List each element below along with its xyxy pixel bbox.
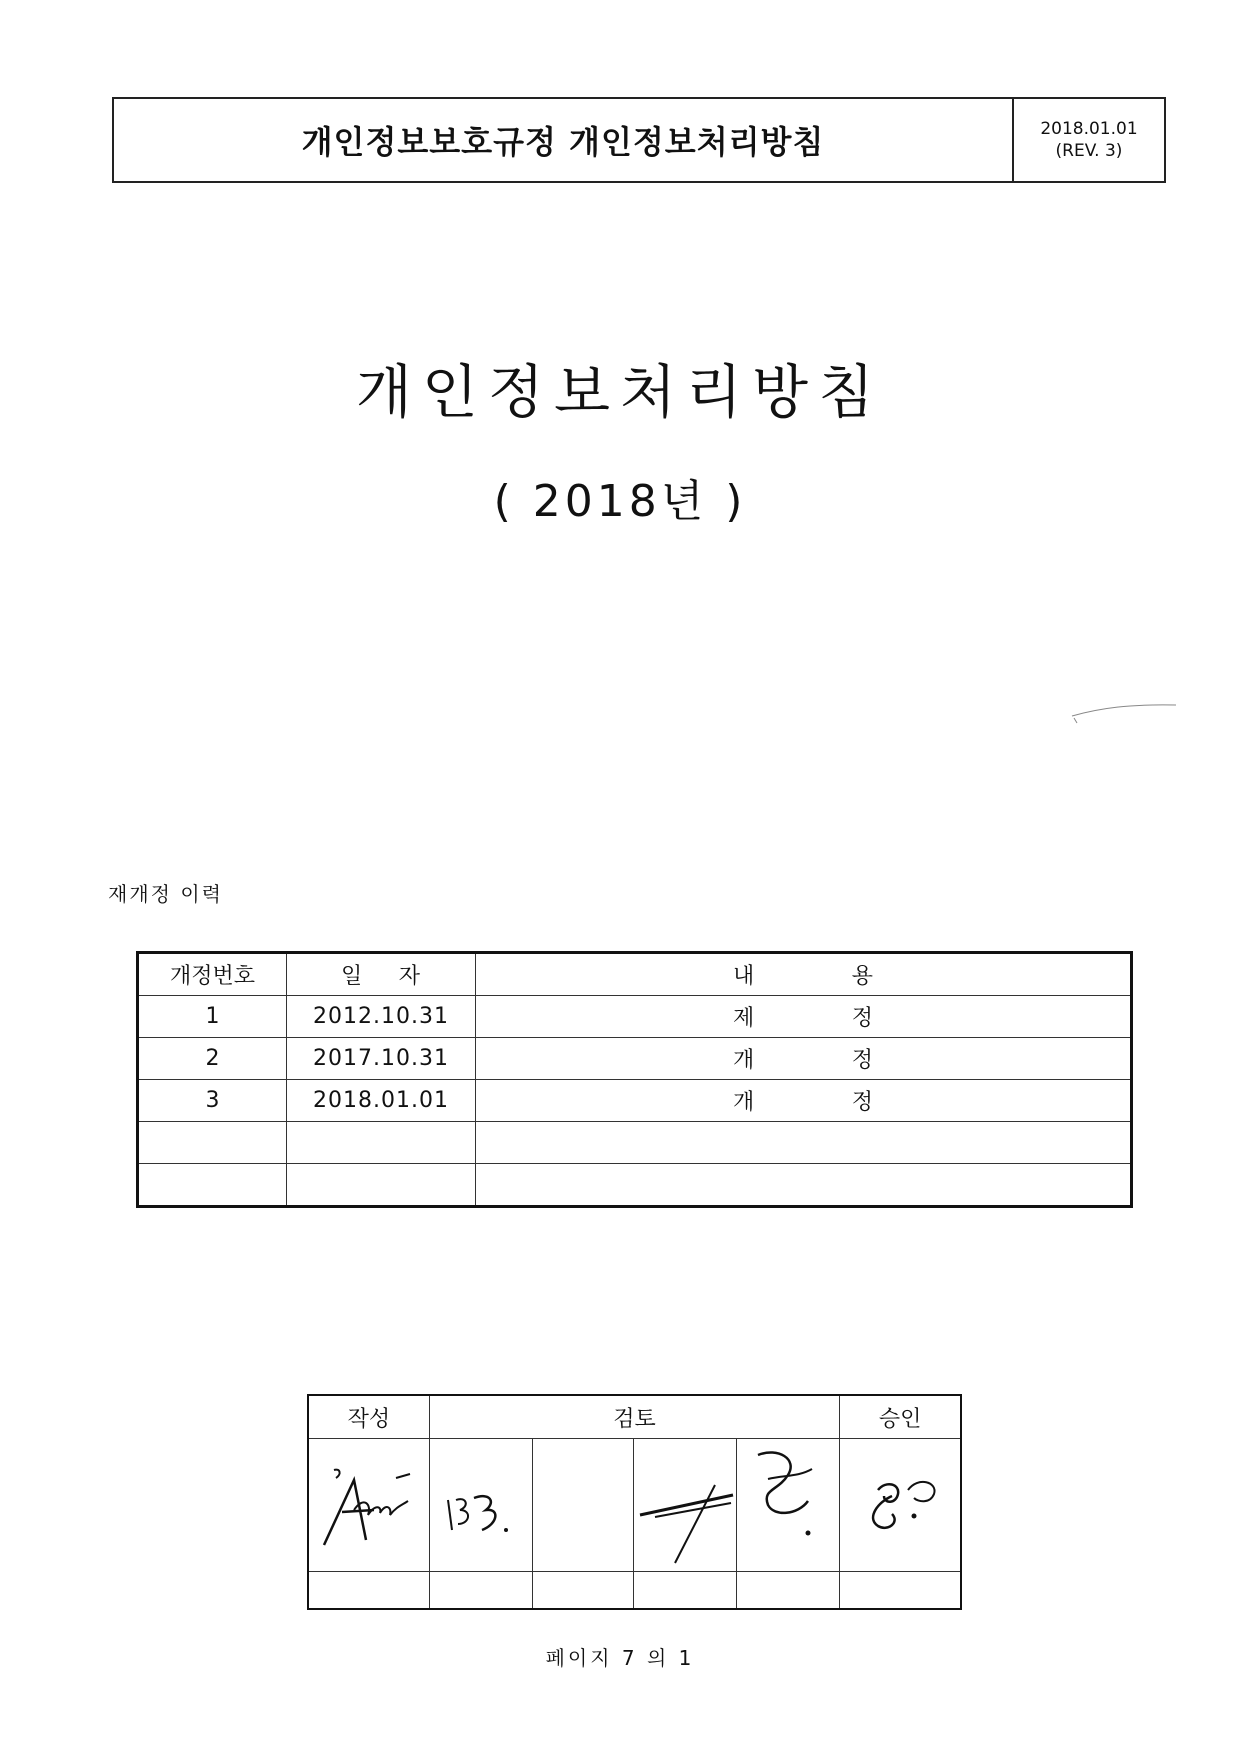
scan-mark xyxy=(1070,700,1180,730)
reviewer-signature-2 xyxy=(532,1439,634,1572)
column-header-date: 일 자 xyxy=(287,953,476,996)
reviewer-signature-4 xyxy=(737,1439,840,1572)
history-label: 재개정 이력 xyxy=(108,882,223,906)
column-header-content: 내 용 xyxy=(476,953,1132,996)
column-header-number: 개정번호 xyxy=(138,953,287,996)
table-row-empty xyxy=(138,1122,1132,1164)
signature-row xyxy=(308,1439,961,1572)
header-title: 개인정보보호규정 개인정보처리방침 xyxy=(301,123,825,161)
reviewer-signature-1 xyxy=(429,1439,532,1572)
signature-image xyxy=(738,1445,838,1565)
page-year: ( 2018년 ) xyxy=(493,476,747,527)
page-title: 개인정보처리방침 xyxy=(355,358,885,426)
table-row xyxy=(138,996,1132,1038)
revision-number: 1 xyxy=(138,996,287,1038)
header-date: 2018.01.01 xyxy=(1040,119,1138,139)
author-signature xyxy=(308,1439,429,1572)
signature-image xyxy=(436,1460,526,1550)
approval-table xyxy=(307,1394,962,1610)
revision-date: 2017.10.31 xyxy=(287,1038,476,1080)
revision-history-table xyxy=(136,951,1133,1208)
approver-signature xyxy=(840,1439,961,1572)
revision-content: 개 정 xyxy=(476,1080,1132,1122)
header-revision: (REV. 3) xyxy=(1055,141,1123,161)
table-row xyxy=(138,1080,1132,1122)
approve-label: 승인 xyxy=(840,1395,961,1439)
approval-blank-row xyxy=(308,1572,961,1610)
revision-content: 제 정 xyxy=(476,996,1132,1038)
revision-date: 2018.01.01 xyxy=(287,1080,476,1122)
revision-number: 2 xyxy=(138,1038,287,1080)
revision-content: 개 정 xyxy=(476,1038,1132,1080)
page-number: 페이지 7 의 1 xyxy=(545,1646,695,1670)
header-revision-block xyxy=(1012,99,1164,181)
table-row xyxy=(138,1038,1132,1080)
signature-image xyxy=(635,1445,735,1565)
review-label: 검토 xyxy=(429,1395,839,1439)
revision-number: 3 xyxy=(138,1080,287,1122)
table-row-empty xyxy=(138,1164,1132,1207)
revision-date: 2012.10.31 xyxy=(287,996,476,1038)
reviewer-signature-3 xyxy=(634,1439,737,1572)
signature-image xyxy=(850,1460,950,1550)
table-header-row xyxy=(138,953,1132,996)
signature-image xyxy=(314,1450,424,1560)
author-label: 작성 xyxy=(308,1395,429,1439)
document-header xyxy=(112,97,1166,183)
approval-header-row xyxy=(308,1395,961,1439)
